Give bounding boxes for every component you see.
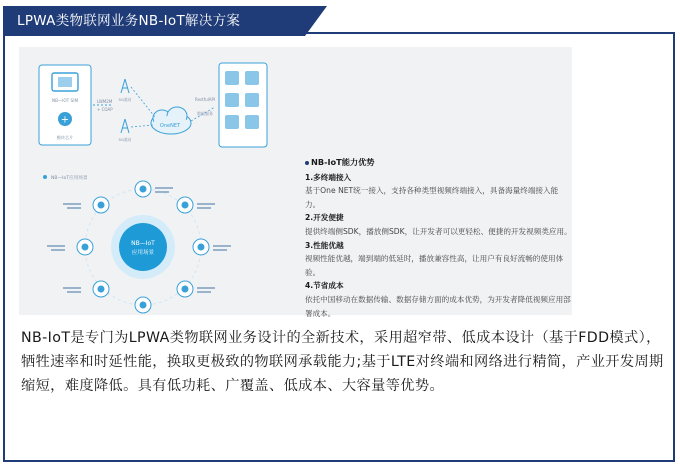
- svg-text:+: +: [60, 114, 70, 126]
- device-label: 模块芯片: [56, 135, 74, 140]
- features-panel: [305, 156, 573, 320]
- page-title: LPWA类物联网业务NB-IoT解决方案: [3, 6, 305, 36]
- ring-title: NB—IoT应用场景: [51, 176, 88, 181]
- feature-text: 提供终端侧SDK，播放侧SDK，让开发者可以更轻松、便捷的开发视频类应用。: [305, 226, 572, 236]
- feature-title: 1.多终端接入: [305, 172, 352, 182]
- base-station-icon: [119, 119, 132, 142]
- rest-label: RestfulAPI: [195, 97, 216, 102]
- feature-title: 3.性能优越: [305, 240, 344, 250]
- svg-text:应用场景: 应用场景: [131, 250, 155, 256]
- feature-text: 依托中国移动在数据传输、数据存储方面的成本优势，为开发者降低视频应用部署成本。: [305, 294, 571, 318]
- architecture-figure: [19, 47, 572, 318]
- hub-circle: [119, 223, 167, 271]
- protocol-label-2: + COAP: [97, 107, 113, 112]
- body-paragraph: NB-IoT是专门为LPWA类物联网业务设计的全新技术，采用超窄带、低成本设计（基于FDD模式），牺牲速率和时延性能，换取更极致的物联网承载能力;基于LTE对终端和网络进行精简，产业开发周期缩短，难度降低。具有低功耗、广覆盖、低成本、大容量等优势。: [21, 330, 664, 395]
- base-station-icon: [119, 79, 132, 102]
- protocol-label: LWM2M: [97, 99, 113, 104]
- svg-text:OneNET: OneNET: [159, 123, 181, 129]
- feature-text: 基于One NET统一接入，支持各种类型视频终端接入，具备海量终端接入能力。: [305, 186, 559, 209]
- cloud-icon: [151, 107, 191, 134]
- feature-text: 视频性能优越，端到端的低延时，播放兼容性高，让用户有良好流畅的使用体验。: [305, 254, 564, 277]
- svg-text:NB—IoT: NB—IoT: [131, 240, 155, 247]
- architecture-diagram: [19, 47, 299, 315]
- feature-title: 2.开发便捷: [305, 213, 344, 223]
- svg-text:5G基站: 5G基站: [118, 97, 132, 102]
- features-heading: NB-IoT能力优势: [305, 156, 573, 170]
- svg-text:5G基站: 5G基站: [118, 137, 132, 142]
- cloud-sub-label: 数据服务: [197, 111, 213, 116]
- sim-label: NB—IOT SIM: [51, 98, 79, 103]
- feature-title: 4.节省成本: [305, 281, 344, 291]
